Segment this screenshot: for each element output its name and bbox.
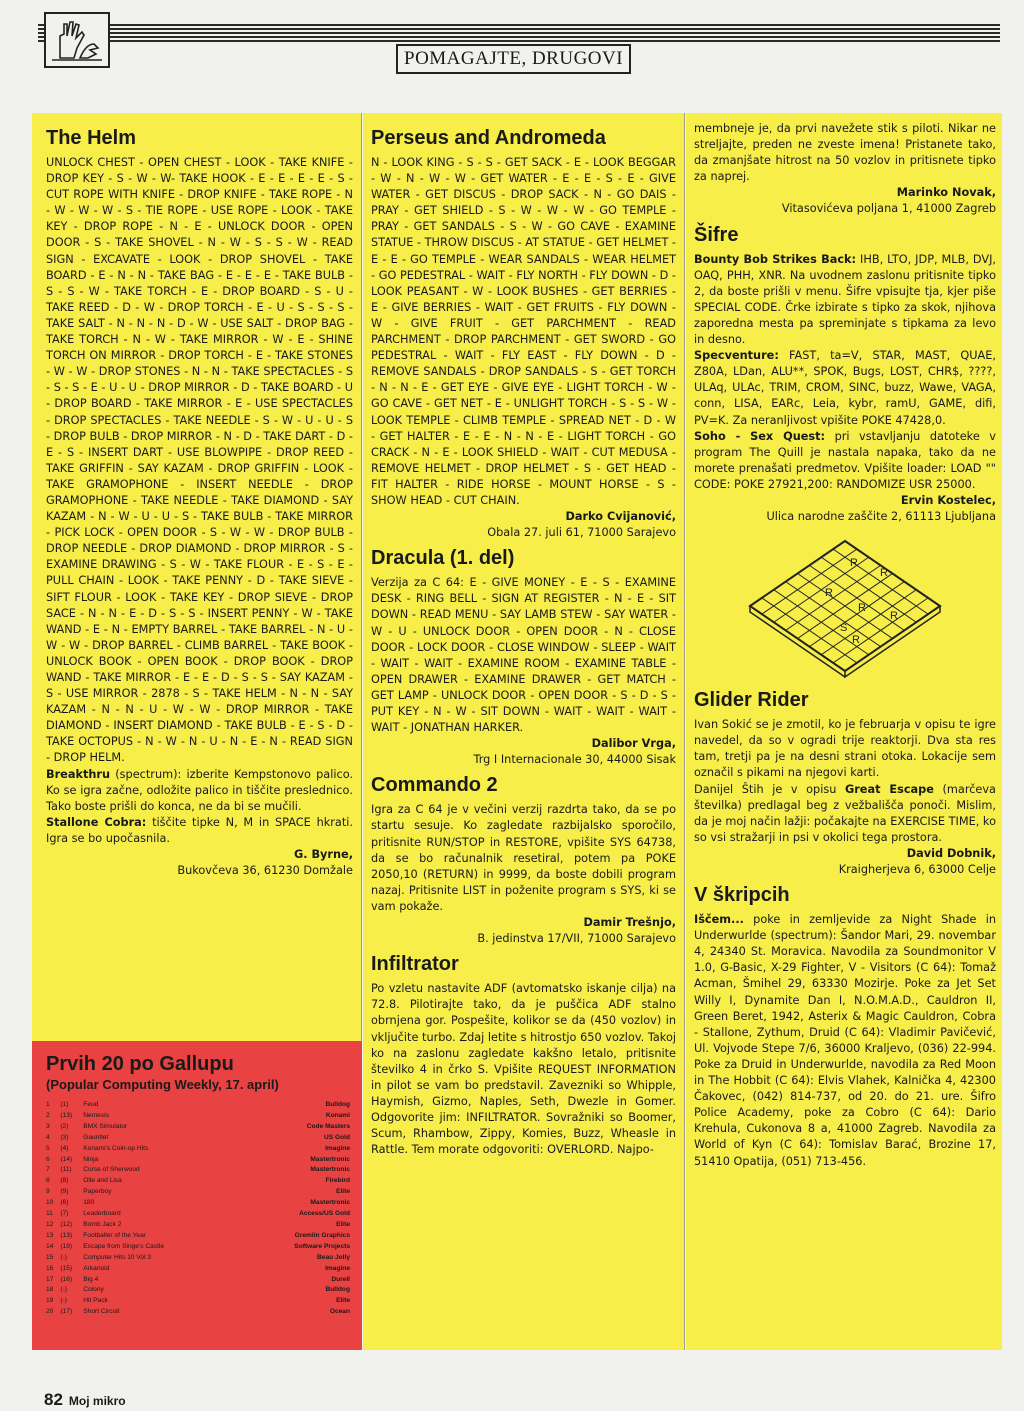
column-middle (363, 113, 685, 1350)
chart-publisher: Software Projects (294, 1242, 350, 1250)
chart-row (46, 1100, 350, 1111)
chart-row (46, 1253, 350, 1264)
article-title-skripcih: V škripcih (694, 884, 790, 907)
chart-row (46, 1285, 350, 1296)
chart-position: 1 (46, 1101, 50, 1108)
chart-row (46, 1176, 350, 1187)
soho-tip (694, 429, 996, 493)
chart-row (46, 1133, 350, 1144)
bounty-name: Bounty Bob Strikes Back: (694, 252, 857, 266)
author-address: Trg I Internacionale 30, 44000 Sisak (473, 753, 676, 767)
chart-game-title: Colony (83, 1286, 104, 1294)
chart-position: 10 (46, 1199, 54, 1207)
chart-previous: (-) (60, 1297, 67, 1305)
chart-previous: (-) (60, 1253, 67, 1261)
chart-publisher: Mastertronic (310, 1155, 350, 1163)
stallone-text: tiščite tipke N, M in SPACE hkrati. Igra se bo upočasnila. (46, 815, 353, 845)
chart-publisher: Code Masters (306, 1122, 350, 1130)
stallone-tip (46, 815, 353, 847)
chart-row (46, 1242, 350, 1253)
magazine-name: Moj mikro (68, 1394, 126, 1408)
chart-position: 3 (46, 1122, 50, 1130)
chart-row (46, 1165, 350, 1176)
chart-previous: (13) (60, 1111, 73, 1119)
author-name: G. Byrne, (293, 848, 353, 862)
chart-position: 18 (46, 1286, 54, 1294)
chart-previous: (3) (60, 1133, 69, 1141)
chart-game-title: Feud (83, 1101, 99, 1108)
chart-publisher: Ocean (329, 1308, 350, 1316)
chart-row (46, 1111, 350, 1122)
chart-game-title: 180 (83, 1199, 95, 1207)
section-title: POMAGAJTE, DRUGOVI (396, 44, 631, 74)
island-map-diagram (740, 531, 950, 681)
article-title-infiltrator: Infiltrator (371, 953, 459, 976)
author-address: Vitasovićeva poljana 1, 41000 Zagreb (781, 202, 996, 216)
soho-text: pri vstavljanju datoteke v program The Quill je nastala napaka, tako da ne morete prenašati predmetov. Vpišite loader: LOAD "" CODE: POKE 27921,200: RANDOMIZE USR 25000. (694, 429, 996, 491)
iscem-label: Iščem... (694, 913, 744, 927)
author-address: Obala 27. juli 61, 71000 Sarajevo (487, 526, 676, 540)
chart-publisher: Access/US Gold (299, 1210, 350, 1218)
chart-row (46, 1198, 350, 1209)
chart-row (46, 1296, 350, 1307)
chart-game-title: Leaderboard (83, 1210, 121, 1218)
header-rule (38, 24, 1000, 44)
chart-position: 13 (46, 1231, 54, 1239)
helping-hands-icon (46, 14, 108, 66)
chart-publisher: Elite (336, 1188, 350, 1196)
chart-game-title: Ninja (83, 1155, 99, 1163)
chart-previous: (11) (60, 1166, 72, 1174)
bounty-bob-codes (694, 252, 996, 349)
diagram-label: R (880, 567, 888, 580)
chart-game-title: Footballer of the Year (83, 1231, 146, 1239)
chart-publisher: Beau Jolly (317, 1253, 350, 1261)
author-name: Dalibor Vrga, (591, 737, 676, 751)
chart-position: 11 (46, 1210, 53, 1218)
dracula-walkthrough: Verzija za C 64: E - GIVE MONEY - E - S - EXAMINE DESK - RING BELL - SIGN AT REGISTER - N - E - SIT DOWN - READ MENU - SAY LAMB STEW - SAY WATER - W - U - UNLOCK DOOR - OPEN DOOR - N - CLOSE DOOR - LOCK DOOR - CLOSE WINDOW - SLEEP - WAIT - WAIT - WAIT - EXAMINE ROOM - EXAMINE TABLE - OPEN DRAWER - EXAMINE DRAWER - GET MATCH - GET LAMP - UNLOCK DOOR - OPEN DOOR - S - D - S - PUT KEY - N - W - SIT DOWN - WAIT - WAIT - WAIT - WAIT - JONATHAN HARKER. (371, 576, 676, 735)
chart-publisher: Elite (336, 1297, 350, 1305)
chart-title: Prvih 20 po Gallupu (46, 1053, 234, 1075)
chart-row (46, 1187, 350, 1198)
chart-position: 7 (46, 1166, 50, 1174)
article-title-dracula: Dracula (1. del) (371, 547, 515, 570)
chart-previous: (2) (60, 1122, 69, 1130)
soho-name: Soho - Sex Quest: (694, 429, 826, 443)
chart-publisher: Konami (325, 1111, 350, 1119)
page-columns (32, 113, 1002, 1350)
diagram-label: R (890, 610, 898, 623)
chart-previous: (8) (60, 1177, 69, 1185)
chart-position: 6 (46, 1155, 50, 1163)
chart-previous: (9) (60, 1188, 69, 1196)
author-name: Darko Cvijanović, (565, 510, 676, 524)
chart-position: 14 (46, 1242, 54, 1250)
author-name: Marinko Novak, (896, 186, 996, 200)
chart-previous: (7) (60, 1210, 69, 1218)
chart-position: 17 (46, 1275, 54, 1283)
infiltrator-continued: membneje je, da prvi navežete stik s piloti. Nikar ne streljajte, preden ne zveste imena! Pristanete tako, da zmanjšate hitrost na 50 vozlov in pritisnete tipko za naprej. (694, 122, 996, 184)
helm-walkthrough: UNLOCK CHEST - OPEN CHEST - LOOK - TAKE KNIFE - DROP KEY - S - W - W- TAKE HOOK - E - E - E - E - S - CUT ROPE WITH KNIFE - DROP KNIFE - TAKE ROPE - N - W - W - W - S - TIE ROPE - USE ROPE - LOOK - TAKE KEY - DROP ROPE - N - E - UNLOCK DOOR - OPEN DOOR - S - TAKE SHOVEL - N - W - S - S - W - READ SIGN - EXCAVATE - LOOK - DROP SHOVEL - TAKE BOARD - E - N - N - TAKE BAG - E - E - E - TAKE BULB - S - S - W - TAKE TORCH - E - DROP BOARD - S - U - TAKE REED - D - W - DROP TORCH - E - U - S - S - S - TAKE SALT - N - N - N - D - W - USE SALT - DROP BAG - TAKE TORCH - N - W - TAKE MIRROR - W - E - SHINE TORCH ON MIRROR - DROP TORCH - E - TAKE STONES - W - W - DROP STONES - N - N - TAKE SPECTACLES - S - S - S - E - U - U - DROP MIRROR - D - TAKE BOARD - U - DROP BOARD - TAKE MIRROR - E - USE SPECTACLES - DROP SPECTACLES - TAKE NEEDLE - S - W - U - U - S - DROP BULB - DROP MIRROR - N - D - TAKE DART - D - E - S - INSERT DART - USE BLOWPIPE - DROP REED - TAKE GRIFFIN - SAY KAZAM - DROP GRIFFIN - LOOK - TAKE GRAMOPHONE - INSERT NEEDLE - DROP GRAMOPHONE - TAKE NEEDLE - TAKE DIAMOND - SAY KAZAM - N - W - U - U - S - TAKE BULB - TAKE MIRROR - PICK LOCK - OPEN DOOR - S - W - W - DROP BULB - DROP NEEDLE - DROP DIAMOND - DROP MIRROR - S - EXAMINE DRAWING - S - W - TAKE FLOUR - E - S - E - PULL CHAIN - LOOK - TAKE PENNY - D - TAKE SIEVE - SIFT FLOUR - LOOK - TAKE KEY - DROP SIEVE - DROP SACE - N - N - E - D - S - S - INSERT PENNY - W - TAKE WAND - E - N - EMPTY BARREL - TAKE BARREL - N - U - W - W - DROP BARREL - CLIMB BARREL - TAKE BOOK - UNLOCK BOOK - OPEN BOOK - DROP BOOK - DROP WAND - TAKE MIRROR - E - E - D - S - S - SAY KAZAM - S - USE MIRROR - 2878 - S - TAKE HELM - N - N - SAY KAZAM - N - N - U - W - W - DROP MIRROR - TAKE DIAMOND - INSERT DIAMOND - TAKE BULB - E - S - D - TAKE OCTOPUS - N - W - N - U - N - E - N - READ SIGN - DROP HELM. (46, 156, 353, 765)
chart-publisher: Bulldog (325, 1286, 350, 1294)
chart-previous: (17) (60, 1308, 73, 1316)
chart-game-title: Paperboy (83, 1188, 112, 1196)
chart-game-title: Olle and Lisa (83, 1177, 122, 1185)
chart-previous: (12) (60, 1220, 73, 1228)
chart-publisher: US Gold (323, 1133, 350, 1141)
chart-position: 4 (46, 1133, 50, 1141)
chart-row (46, 1231, 350, 1242)
specventure-codes (694, 348, 996, 428)
ge-text-b: (marčeva številka) predlagal beg z vežbališča ponoči. Mislim, da je moj način lažji: počakajte na EXERCISE TIME, ko so vsi stražarji in psi v okolici tega prostora. (694, 782, 996, 844)
author-name: David Dobnik, (906, 846, 996, 860)
author-address: Ulica narodne zaščite 2, 61113 Ljubljana (766, 510, 996, 524)
chart-publisher: Bulldog (325, 1101, 350, 1108)
spec-name: Specventure: (694, 349, 779, 363)
chart-previous: (15) (60, 1264, 73, 1272)
stallone-name: Stallone Cobra: (46, 815, 147, 829)
chart-position: 19 (46, 1297, 54, 1305)
chart-game-title: Nemesis (83, 1111, 109, 1119)
ge-game-name: Great Escape (844, 782, 934, 796)
top20-chart-box (32, 1041, 362, 1350)
column-right (686, 113, 1002, 1350)
chart-game-title: Arkanoid (83, 1264, 110, 1272)
diagram-label: R (858, 602, 866, 615)
page-footer (44, 1390, 126, 1410)
chart-row (46, 1209, 350, 1220)
chart-publisher: Imagine (325, 1144, 350, 1152)
chart-previous: (13) (60, 1231, 73, 1239)
infiltrator-tip: Po vzletu nastavite ADF (avtomatsko iskanje cilja) na 72.8. Pilotirajte tako, da je puščica ADF stalno obrnjena gor. Pospešite, kolikor se da (450 vozlov) in vključite turbo. Zdaj letite s hitrostjo 650 vozlov. Takoj ko na zaslonu zagledate kakšno letalo, pritisnite številko 4 in črko S. Vpišite REQUEST INFORMATION in pilot se vam bo predstavil. Zavezniki so Whipple, Haymish, Gizmo, Naples, Seth, Dwezle in Gomer. Odgovorite jim: INFILTRATOR. Sovražniki so Boomer, Scum, Rhambow, Zippy, Komies, Buzz, Wheasle in Rattle. Tem morate odgovoriti: OVERLORD. Najpo- (371, 982, 676, 1157)
chart-row (46, 1144, 350, 1155)
chart-position: 2 (46, 1111, 50, 1119)
chart-previous: (14) (60, 1155, 73, 1163)
chart-publisher: Durell (331, 1275, 350, 1283)
chart-previous: (16) (60, 1275, 73, 1283)
chart-row (46, 1264, 350, 1275)
breakthru-name: Breakthru (46, 767, 111, 781)
chart-position: 8 (46, 1177, 50, 1185)
author-name: Damir Trešnjo, (583, 916, 676, 930)
spec-text: FAST, ta=V, STAR, MAST, QUAE, Z80A, LDan, ALU**, SPOK, Bugs, LOST, CHR$, ????, ULAq, ULAc, TRIM, CROM, SINC, buzz, Wawe, VAGA, conn, LISA, EARc, Leia, kybr, ramU, GAME, difi, PV=K. Za neranljivost vpišite POKE 47428,0. (694, 349, 996, 427)
chart-game-title: Hit Pack (83, 1297, 108, 1305)
chart-position: 5 (46, 1144, 50, 1152)
iscem-text: poke in zemljevide za Night Shade in Underwurlde (spectrum): Šandor Mari, 29. novembar 4, 24340 St. Moravica. Navodila za Soundmonitor V 1.0, G-Basic, X-29 Fighter, V - Visitors (C 64): Tomaž Acman, Šmihel 29, 63330 Mozirje. Poke za Jet Set Willy I, Dynamite Dan I, N.O.M.A.D., Cauldron II, Green Beret, 1942, Asterix & Magic Cauldron, Cobra - Stallone, Zythum, Druid (C 64): Vladimir Pavičević, Ul. Vojvode Stepe 7/6, 36000 Kraljevo, (036) 22-994. Poke za Druid in Underwurlde, navodila za Red Moon in The Hobbit (C 64): Elvis Vlahek, Kalnička 4, 42300 Čakovec, (042) 814-737, od 20. do 21. ure. Šifro Police Academy, poke za Cobro (C 64): Dario Krehula, Cukonova 8 a, 41000 Zagreb. Navodila za World of Kyn (C 64): Tomislav Barać, Brozine 17, 51410 Opatija, (051) 713-456. (694, 913, 996, 1168)
chart-publisher: Gremlin Graphics (294, 1231, 350, 1239)
chart-previous: (19) (60, 1242, 73, 1250)
chart-previous: (4) (60, 1144, 69, 1152)
chart-game-title: BMX Simulator (83, 1122, 128, 1130)
chart-game-title: Big 4 (83, 1275, 99, 1283)
diagram-label: S (840, 622, 848, 635)
chart-row (46, 1275, 350, 1286)
breakthru-tip (46, 767, 353, 815)
top20-table (46, 1100, 350, 1318)
author-address: B. jedinstva 17/VII, 71000 Sarajevo (477, 932, 676, 946)
ge-text-a: Danijel Štih je v opisu (694, 782, 845, 796)
chart-position: 16 (46, 1264, 54, 1272)
chart-position: 9 (46, 1188, 50, 1196)
chart-game-title: Escape from Singe's Castle (83, 1242, 165, 1250)
column-logo (44, 12, 110, 68)
chart-subtitle: (Popular Computing Weekly, 17. april) (46, 1077, 279, 1092)
chart-publisher: Mastertronic (310, 1166, 350, 1174)
chart-game-title: Bomb Jack 2 (83, 1220, 122, 1228)
perseus-walkthrough: N - LOOK KING - S - S - GET SACK - E - LOOK BEGGAR - W - N - W - W - GET WATER - E - E - S - E - GIVE WATER - GET DISCUS - DROP SACK - N - GO DAIS - PRAY - GET SHIELD - S - W - W - W - GO TEMPLE - PRAY - GET SANDALS - S - W - GO CAVE - EXAMINE STATUE - THROW DISCUS - AT STATUE - GET HELMET - E - E - GO TEMPLE - WEAR SANDALS - WEAR HELMET - GO PEDESTRAL - WAIT - FLY NORTH - FLY DOWN - D - LOOK PEASANT - W - LOOK BUSHES - GET BERRIES - E - GIVE BERRIES - WAIT - GET FRUITS - FLY DOWN - W - GIVE FRUIT - GET PARCHMENT - READ PARCHMENT - DROP PARCHMENT - GET SWORD - GO PEDESTRAL - WAIT - FLY EAST - FLY DOWN - D - REMOVE SANDALS - DROP SANDALS - S - GET TORCH - N - N - E - GET EYE - GIVE EYE - LIGHT TORCH - W - GO CAVE - GET NET - E - UNLIGHT TORCH - S - S - W - LOOK TEMPLE - CLIMB TEMPLE - SPREAD NET - D - W - GET HALTER - E - E - N - N - E - LIGHT TORCH - GO CRACK - N - E - LOOK SHIELD - WAIT - CUT MEDUSA - REMOVE HELMET - DROP HELMET - S - GET HEAD - FIT HALTER - RIDE HORSE - MOUNT HORSE - S - SHOW HEAD - CUT CHAIN. (371, 156, 677, 507)
chart-row (46, 1155, 350, 1166)
diagram-label: R (850, 557, 858, 570)
chart-publisher: Firebird (325, 1177, 350, 1185)
chart-game-title: Short Circuit (83, 1308, 120, 1316)
chart-previous: (1) (60, 1101, 69, 1108)
diagram-label: R (825, 587, 833, 600)
article-title-sifre: Šifre (694, 223, 739, 246)
chart-previous: (-) (60, 1286, 67, 1294)
chart-game-title: Gauntlet (83, 1133, 109, 1141)
chart-publisher: Elite (336, 1220, 350, 1228)
chart-row (46, 1122, 350, 1133)
bounty-text: IHB, LTO, JDP, MLB, DVJ, OAQ, PHH, XNR. Na uvodnem zaslonu pritisnite tipko 2, da boste prišli v menu. Šifre vpisujte tja, kjer piše SPECIAL CODE. Črke izbirate s tipko za skok, njihova zaporedna mesta pa spreminjate s tipkama za levo in desno. (694, 252, 997, 347)
requests-list (694, 912, 996, 1170)
author-address: Bukovčeva 36, 61230 Domžale (177, 864, 353, 878)
chart-row (46, 1307, 350, 1318)
chart-position: 12 (46, 1220, 54, 1228)
chart-previous: (6) (60, 1199, 69, 1207)
chart-position: 20 (46, 1308, 54, 1316)
article-title-commando: Commando 2 (371, 774, 498, 797)
chart-publisher: Mastertronic (310, 1199, 350, 1207)
chart-row (46, 1220, 350, 1231)
chart-game-title: Konami's Coin-op Hits (83, 1144, 149, 1152)
glider-tip: Ivan Sokić se je zmotil, ko je februarja v opisu te igre navedel, da so v ogradi trije reaktorji. Dva sta res tam, tretji pa je na desni strani otoka. Lokacije sem označil s pikami na njegovi karti. (694, 718, 996, 780)
commando-tip: Igra za C 64 je v večini verzij razdrta tako, da se po startu sesuje. Ko zagledate razbijalsko sporočilo, pritisnite RUN/STOP in RESTORE, vpišite SYS 64738, da se bo računalnik resetiral, potem pa POKE 2050,10 (RETURN) in 9999, da boste dobili program nazaj. Pritisnite LIST in poženite program s SYS, ki se vam pokaže. (371, 803, 676, 913)
diagram-label: R (852, 634, 860, 647)
article-title-glider: Glider Rider (694, 689, 809, 712)
article-title-helm: The Helm (46, 127, 137, 149)
chart-publisher: Imagine (325, 1264, 350, 1272)
great-escape-tip (694, 782, 996, 846)
page-number: 82 (44, 1390, 63, 1409)
chart-game-title: Computer Hits 10 Vol 3 (83, 1253, 152, 1261)
breakthru-text: (spectrum): izberite Kempstonovo palico. Ko se igra začne, odložite palico in tiščite presledniсо. Tako boste prišli do konca, ne da bi se mučili. (46, 767, 353, 813)
article-title-perseus: Perseus and Andromeda (371, 127, 606, 149)
author-name: Ervin Kostelec, (900, 493, 996, 507)
author-address: Kraigherjeva 6, 63000 Celje (838, 863, 996, 876)
chart-position: 15 (46, 1253, 54, 1261)
chart-game-title: Curse of Sherwood (83, 1166, 140, 1174)
